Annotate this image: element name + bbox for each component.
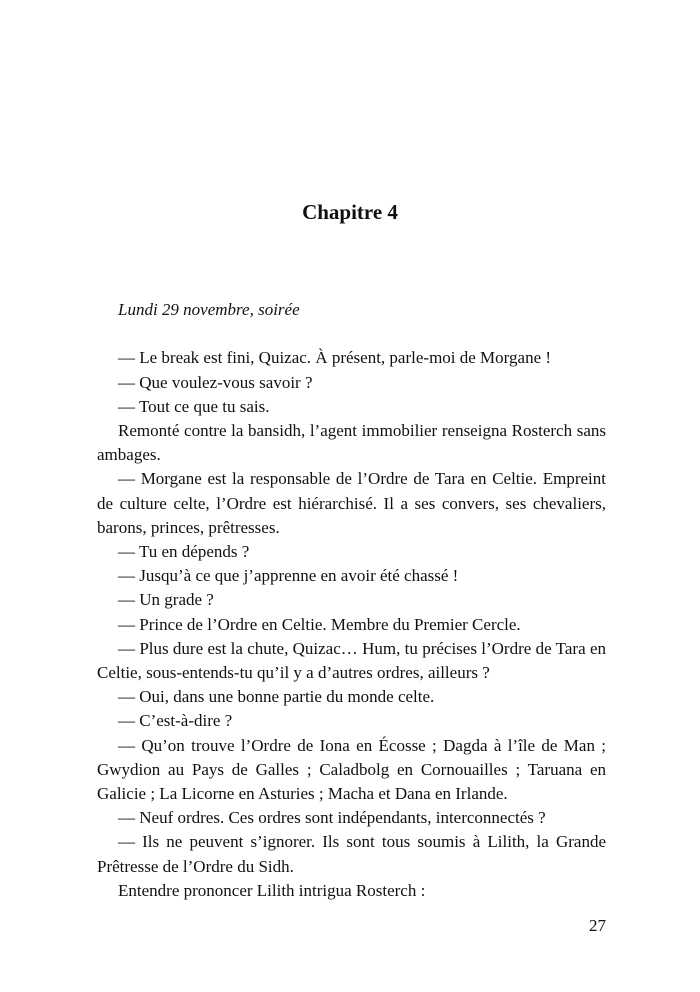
paragraph: — C’est-à-dire ? [118, 711, 233, 731]
paragraph: Remonté contre la bansidh, l’agent immobilier renseigna Rosterch sans ambages. [97, 421, 606, 465]
paragraph: — Jusqu’à ce que j’apprenne en avoir été chassé ! [118, 566, 459, 586]
paragraph: — Un grade ? [118, 590, 214, 610]
paragraph: — Plus dure est la chute, Quizac… Hum, tu précises l’Ordre de Tara en Celtie, sous-entends-tu qu’il y a d’autres ordres, ailleurs ? [97, 638, 606, 683]
paragraph: — Le break est fini, Quizac. À présent, parle-moi de Morgane ! [118, 348, 552, 368]
paragraph: — Tu en dépends ? [118, 542, 250, 562]
page-number: 27 [589, 916, 606, 935]
paragraph: Entendre prononcer Lilith intrigua Rosterch : [118, 880, 426, 900]
chapter-title: Chapitre 4 [302, 200, 398, 224]
paragraph: — Prince de l’Ordre en Celtie. Membre du Premier Cercle. [118, 614, 521, 634]
paragraph: — Morgane est la responsable de l’Ordre de Tara en Celtie. Empreint de culture celte, l’Ordre est hiérarchisé. Il a ses convers, ses chevaliers, barons, princes, prêtresses. [97, 469, 606, 537]
body-text [97, 298, 606, 903]
date-line: Lundi 29 novembre, soirée [118, 300, 300, 319]
paragraph: — Tout ce que tu sais. [118, 396, 270, 416]
paragraph: — Oui, dans une bonne partie du monde celte. [118, 687, 435, 707]
paragraph: — Neuf ordres. Ces ordres sont indépendants, interconnectés ? [118, 808, 546, 828]
paragraph: — Qu’on trouve l’Ordre de Iona en Écosse ; Dagda à l’île de Man ; Gwydion au Pays de Galles ; Caladbolg en Cornouailles ; Taruana en Galicie ; La Licorne en Asturies ; Macha et Dana en Irlande. [97, 735, 606, 804]
paragraph: — Ils ne peuvent s’ignorer. Ils sont tous soumis à Lilith, la Grande Prêtresse de l’Ordre du Sidh. [97, 832, 606, 876]
paragraph: — Que voulez-vous savoir ? [118, 372, 313, 392]
